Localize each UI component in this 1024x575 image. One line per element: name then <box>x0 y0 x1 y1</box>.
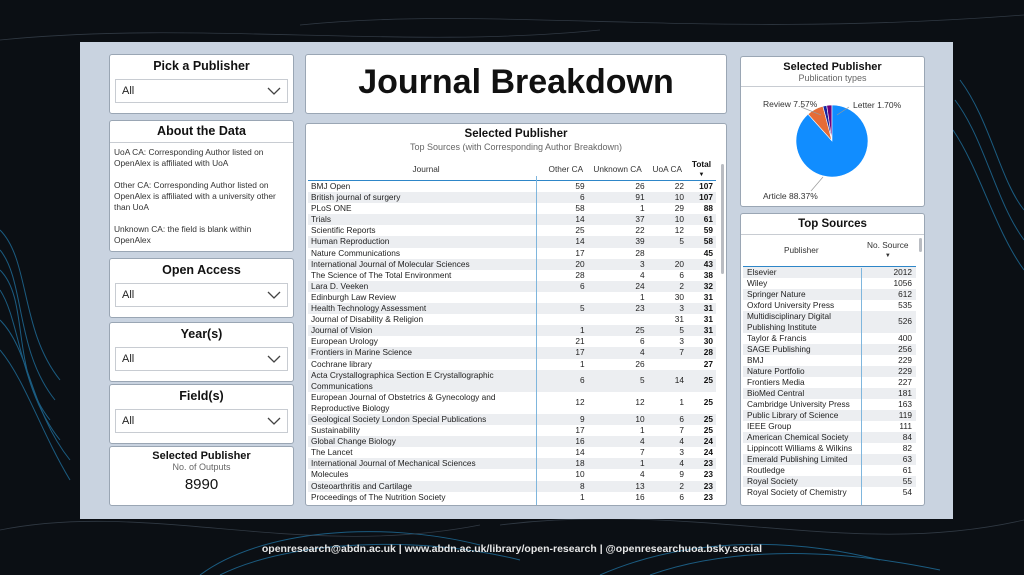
table-row[interactable] <box>743 377 916 388</box>
publisher-cell: BMJ <box>747 354 764 365</box>
table-row[interactable] <box>308 292 716 303</box>
table-row[interactable] <box>308 481 716 492</box>
journal-cell: Molecules <box>311 469 349 480</box>
unknown-ca-cell: 16 <box>635 491 645 502</box>
column-header-no-source-label: No. Source <box>867 239 909 250</box>
source-count-cell: 82 <box>902 442 912 453</box>
pub-types-subtitle: Publication types <box>741 73 924 87</box>
total-cell: 24 <box>703 447 713 458</box>
journal-cell: European Urology <box>311 336 378 347</box>
fields-title: Field(s) <box>179 389 224 403</box>
table-row[interactable] <box>308 336 716 347</box>
journal-cell: Scientific Reports <box>311 225 376 236</box>
table-row[interactable] <box>743 300 916 311</box>
table-row[interactable] <box>743 366 916 377</box>
table-row[interactable] <box>743 266 916 278</box>
table-row[interactable] <box>743 432 916 443</box>
publisher-cell: Springer Nature <box>743 289 860 300</box>
publisher-cell: Lippincott Williams & Wilkins <box>747 442 853 453</box>
source-count-cell: 55 <box>860 476 916 487</box>
table-row[interactable] <box>743 278 916 289</box>
total-cell: 61 <box>687 214 716 225</box>
unknown-ca-cell: 3 <box>588 259 648 270</box>
column-divider <box>536 176 537 505</box>
journal-table-viewport[interactable] <box>308 160 716 505</box>
uoa-ca-cell: 5 <box>648 325 687 336</box>
table-row[interactable] <box>743 388 916 399</box>
unknown-ca-cell <box>588 314 648 325</box>
table-row[interactable] <box>743 421 916 432</box>
unknown-ca-cell: 28 <box>635 247 645 258</box>
fields-slicer <box>109 384 294 444</box>
unknown-ca-cell: 91 <box>588 192 648 203</box>
publisher-cell: SAGE Publishing <box>743 344 860 355</box>
sort-desc-icon: ▼ <box>698 172 705 178</box>
journal-table-scrollbar[interactable] <box>721 164 724 274</box>
column-divider <box>861 268 862 505</box>
table-row[interactable] <box>308 303 716 314</box>
table-row[interactable] <box>743 454 916 465</box>
fields-dropdown[interactable] <box>115 409 288 433</box>
total-cell: 25 <box>687 370 716 392</box>
unknown-ca-cell: 39 <box>588 236 648 247</box>
total-cell: 30 <box>703 336 713 347</box>
table-row[interactable] <box>743 311 916 333</box>
other-ca-cell: 1 <box>579 491 585 502</box>
journal-cell: Lara D. Veeken <box>308 281 544 292</box>
uoa-ca-cell: 6 <box>679 269 684 280</box>
top-sources-table <box>743 236 916 498</box>
other-ca-cell: 21 <box>575 336 585 347</box>
journal-cell: Journal of Vision <box>308 325 544 336</box>
total-cell: 38 <box>703 269 713 280</box>
source-count-cell: 535 <box>898 299 912 310</box>
journal-cell: Global Change Biology <box>308 436 544 447</box>
journal-cell: Geological Society London Special Publications <box>308 414 544 425</box>
other-ca-cell: 17 <box>544 347 587 358</box>
table-row[interactable] <box>743 465 916 476</box>
table-row[interactable] <box>308 469 716 480</box>
publisher-cell: Oxford University Press <box>747 299 835 310</box>
years-title: Year(s) <box>180 327 223 341</box>
other-ca-cell: 1 <box>579 358 585 369</box>
fields-dropdown-value: All <box>122 415 135 427</box>
uoa-ca-cell: 12 <box>674 225 684 236</box>
uoa-ca-cell: 22 <box>674 181 684 191</box>
top-sources-viewport[interactable] <box>743 236 916 505</box>
journal-cell: European Journal of Obstetrics & Gynecology and Reproductive Biology <box>311 391 496 413</box>
total-cell: 24 <box>687 436 716 447</box>
article-leader-line <box>811 177 823 191</box>
unknown-ca-cell: 6 <box>640 336 645 347</box>
journal-table-title: Selected Publisher <box>464 128 568 140</box>
column-header-no-source[interactable] <box>860 236 916 266</box>
uoa-ca-cell: 14 <box>648 370 687 392</box>
unknown-ca-cell: 23 <box>588 303 648 314</box>
pie-label-article: Article 88.37% <box>763 191 818 201</box>
journal-cell: Edinburgh Law Review <box>311 291 396 302</box>
column-header-other-ca[interactable]: Other CA <box>548 164 584 175</box>
other-ca-cell: 18 <box>544 458 587 469</box>
table-row[interactable] <box>308 447 716 458</box>
open-access-dropdown-value: All <box>122 289 135 301</box>
publisher-cell: Royal Society <box>743 476 860 487</box>
footer-contact-text: openresearch@abdn.ac.uk | www.abdn.ac.uk/library/open-research | @openresearchuoa.bsky.social <box>261 543 763 555</box>
total-cell: 58 <box>687 236 716 247</box>
table-row[interactable] <box>308 259 716 270</box>
open-access-title: Open Access <box>162 263 241 277</box>
journal-cell: Sustainability <box>311 425 360 436</box>
sort-desc-icon: ▼ <box>884 252 891 259</box>
journal-cell: Frontiers in Marine Science <box>308 347 544 358</box>
chevron-down-icon <box>267 416 281 426</box>
page-title: Journal Breakdown <box>358 63 674 101</box>
about-uoa-ca-text: UoA CA: Corresponding Author listed on OpenAlex is affiliated with UoA <box>114 147 264 168</box>
uoa-ca-cell: 2 <box>648 281 687 292</box>
journal-cell: Nature Communications <box>311 247 400 258</box>
publisher-cell: Routledge <box>747 464 785 475</box>
unknown-ca-cell: 5 <box>588 370 648 392</box>
unknown-ca-cell: 4 <box>588 436 648 447</box>
total-cell: 23 <box>687 481 716 492</box>
journal-cell: Trials <box>308 214 544 225</box>
journal-table-card <box>305 123 727 506</box>
total-cell: 107 <box>687 192 716 203</box>
table-row[interactable] <box>743 355 916 366</box>
total-cell: 27 <box>703 358 713 369</box>
uoa-ca-cell: 29 <box>674 203 684 214</box>
table-row[interactable] <box>308 370 716 392</box>
publisher-cell: American Chemical Society <box>743 432 860 443</box>
journal-cell: International Journal of Mechanical Sciences <box>308 458 544 469</box>
table-row[interactable] <box>308 214 716 225</box>
top-sources-card <box>740 213 925 506</box>
outputs-card <box>109 446 294 506</box>
total-cell: 31 <box>687 303 716 314</box>
table-row[interactable] <box>308 203 716 214</box>
uoa-ca-cell: 4 <box>648 436 687 447</box>
uoa-ca-cell: 3 <box>679 447 684 458</box>
publisher-slicer-title: Pick a Publisher <box>153 59 250 73</box>
total-cell: 31 <box>703 314 713 325</box>
total-cell: 31 <box>703 291 713 302</box>
table-row[interactable] <box>743 344 916 355</box>
publisher-dropdown-value: All <box>122 85 135 97</box>
uoa-ca-cell: 5 <box>648 236 687 247</box>
other-ca-cell: 5 <box>544 303 587 314</box>
table-row[interactable] <box>743 289 916 300</box>
publisher-cell: Cambridge University Press <box>747 398 850 409</box>
uoa-ca-cell: 2 <box>648 481 687 492</box>
uoa-ca-cell: 4 <box>648 458 687 469</box>
years-dropdown-value: All <box>122 353 135 365</box>
other-ca-cell: 6 <box>544 281 587 292</box>
other-ca-cell: 14 <box>575 447 585 458</box>
uoa-ca-cell: 30 <box>674 291 684 302</box>
uoa-ca-cell: 3 <box>648 303 687 314</box>
other-ca-cell: 17 <box>575 425 585 436</box>
source-count-cell: 163 <box>898 398 912 409</box>
total-cell: 23 <box>703 469 713 480</box>
other-ca-cell: 20 <box>544 259 587 270</box>
top-sources-title: Top Sources <box>741 218 924 235</box>
unknown-ca-cell: 26 <box>635 358 645 369</box>
other-ca-cell: 12 <box>575 397 585 408</box>
table-row[interactable] <box>308 492 716 503</box>
top-sources-scrollbar[interactable] <box>919 238 922 252</box>
source-count-cell: 227 <box>898 376 912 387</box>
other-ca-cell: 16 <box>544 436 587 447</box>
uoa-ca-cell: 10 <box>648 192 687 203</box>
journal-cell: Acta Crystallographica Section E Crystallographic Communications <box>308 370 544 392</box>
unknown-ca-cell: 22 <box>635 225 645 236</box>
about-unknown-ca-text: Unknown CA: the field is blank within OpenAlex <box>114 224 252 245</box>
about-data-title: About the Data <box>110 124 293 143</box>
uoa-ca-cell <box>648 359 687 370</box>
table-row[interactable] <box>743 487 916 498</box>
outputs-subtitle: No. of Outputs <box>172 462 231 472</box>
publisher-cell: Wiley <box>747 277 768 288</box>
column-header-uoa-ca[interactable]: UoA CA <box>652 164 683 175</box>
table-row[interactable] <box>308 281 716 292</box>
unknown-ca-cell: 4 <box>640 469 645 480</box>
outputs-title: Selected Publisher <box>152 450 251 462</box>
about-other-ca-text: Other CA: Corresponding Author listed on OpenAlex is affiliated with a university other than UoA <box>114 180 276 212</box>
unknown-ca-cell: 10 <box>588 414 648 425</box>
uoa-ca-cell: 9 <box>679 469 684 480</box>
table-row[interactable] <box>308 270 716 281</box>
publication-types-pie-chart <box>741 93 924 205</box>
other-ca-cell: 9 <box>544 414 587 425</box>
total-cell: 31 <box>687 325 716 336</box>
journal-cell: BMJ Open <box>311 181 351 191</box>
years-slicer <box>109 322 294 382</box>
other-ca-cell: 1 <box>544 325 587 336</box>
outputs-value: 8990 <box>184 476 219 493</box>
pie-label-letter: Letter 1.70% <box>853 100 902 110</box>
uoa-ca-cell: 20 <box>648 259 687 270</box>
other-ca-cell: 14 <box>544 236 587 247</box>
source-count-cell: 84 <box>860 432 916 443</box>
table-row[interactable] <box>308 458 716 469</box>
publisher-cell: Nature Portfolio <box>743 366 860 377</box>
journal-cell: PLoS ONE <box>311 203 352 214</box>
table-row[interactable] <box>308 436 716 447</box>
journal-cell: Health Technology Assessment <box>308 303 544 314</box>
table-row[interactable] <box>743 333 916 344</box>
total-cell: 28 <box>687 347 716 358</box>
source-count-cell: 61 <box>902 464 912 475</box>
column-header-journal[interactable]: Journal <box>412 164 440 175</box>
publisher-cell: BioMed Central <box>743 388 860 399</box>
table-row[interactable] <box>743 399 916 410</box>
journal-cell: Osteoarthritis and Cartilage <box>308 481 544 492</box>
source-count-cell: 54 <box>902 486 912 497</box>
table-row[interactable] <box>308 181 716 193</box>
uoa-ca-cell <box>648 248 687 259</box>
other-ca-cell: 28 <box>575 269 585 280</box>
publication-types-card <box>740 56 925 207</box>
source-count-cell: 256 <box>860 344 916 355</box>
uoa-ca-cell: 1 <box>679 397 684 408</box>
source-count-cell: 526 <box>860 311 916 333</box>
other-ca-cell: 10 <box>575 469 585 480</box>
other-ca-cell: 6 <box>544 370 587 392</box>
dashboard-panel <box>80 42 953 519</box>
total-cell: 59 <box>703 225 713 236</box>
journal-cell: Journal of Disability & Religion <box>311 314 424 325</box>
total-cell: 23 <box>703 491 713 502</box>
table-row[interactable] <box>308 414 716 425</box>
table-row[interactable] <box>308 314 716 325</box>
table-row[interactable] <box>743 410 916 421</box>
publisher-cell: Royal Society of Chemistry <box>747 486 847 497</box>
other-ca-cell <box>544 292 587 303</box>
table-row[interactable] <box>308 236 716 247</box>
unknown-ca-cell: 1 <box>640 291 645 302</box>
other-ca-cell: 59 <box>575 181 585 191</box>
source-count-cell: 181 <box>860 388 916 399</box>
total-cell: 25 <box>703 397 713 408</box>
uoa-ca-cell: 6 <box>648 414 687 425</box>
other-ca-cell: 14 <box>544 214 587 225</box>
other-ca-cell <box>544 314 587 325</box>
total-cell: 25 <box>703 425 713 436</box>
open-access-slicer <box>109 258 294 318</box>
source-count-cell: 63 <box>860 454 916 465</box>
unknown-ca-cell: 24 <box>588 281 648 292</box>
source-count-cell: 400 <box>898 332 912 343</box>
page-title-card <box>305 54 727 114</box>
publisher-cell: Multidisciplinary Digital Publishing Institute <box>743 311 860 333</box>
about-data-card <box>109 120 294 252</box>
unknown-ca-cell: 26 <box>635 181 645 191</box>
publisher-dropdown[interactable] <box>115 79 288 103</box>
journal-table-subtitle: Top Sources (with Corresponding Author Breakdown) <box>409 142 623 152</box>
journal-cell: The Science of The Total Environment <box>311 269 452 280</box>
unknown-ca-cell: 25 <box>588 325 648 336</box>
uoa-ca-cell: 6 <box>679 491 684 502</box>
column-header-total-label: Total <box>691 160 712 169</box>
other-ca-cell: 58 <box>575 203 585 214</box>
other-ca-cell: 25 <box>575 225 585 236</box>
unknown-ca-cell: 4 <box>640 269 645 280</box>
table-row[interactable] <box>743 443 916 454</box>
total-cell: 23 <box>687 458 716 469</box>
uoa-ca-cell: 3 <box>679 336 684 347</box>
source-count-cell: 229 <box>860 366 916 377</box>
other-ca-cell: 17 <box>575 247 585 258</box>
source-count-cell: 1056 <box>893 277 912 288</box>
publisher-cell: Taylor & Francis <box>747 332 807 343</box>
uoa-ca-cell: 7 <box>679 425 684 436</box>
source-count-cell: 2012 <box>860 266 916 278</box>
uoa-ca-cell: 10 <box>648 214 687 225</box>
journal-cell: British journal of surgery <box>308 192 544 203</box>
source-count-cell: 111 <box>899 420 912 431</box>
table-row[interactable] <box>308 359 716 370</box>
publisher-cell: Elsevier <box>743 266 860 278</box>
open-access-dropdown[interactable] <box>115 283 288 307</box>
unknown-ca-cell: 13 <box>588 481 648 492</box>
publisher-cell: Public Library of Science <box>743 410 860 421</box>
table-row[interactable] <box>308 425 716 436</box>
unknown-ca-cell: 1 <box>640 203 645 214</box>
unknown-ca-cell: 37 <box>588 214 648 225</box>
table-row[interactable] <box>308 347 716 358</box>
pub-types-title: Selected Publisher <box>783 61 882 73</box>
pie-slice-article[interactable] <box>796 105 868 177</box>
journal-cell: Human Reproduction <box>308 236 544 247</box>
table-row[interactable] <box>308 392 716 414</box>
total-cell: 45 <box>703 247 713 258</box>
publisher-cell: Emerald Publishing Limited <box>743 454 860 465</box>
column-header-total[interactable] <box>687 160 716 181</box>
unknown-ca-cell: 12 <box>635 397 645 408</box>
chevron-down-icon <box>267 354 281 364</box>
journal-cell: Cochrane library <box>311 358 372 369</box>
unknown-ca-cell: 1 <box>588 458 648 469</box>
journal-cell: The Lancet <box>311 447 353 458</box>
chevron-down-icon <box>267 86 281 96</box>
other-ca-cell: 6 <box>544 192 587 203</box>
years-dropdown[interactable] <box>115 347 288 371</box>
source-count-cell: 612 <box>860 289 916 300</box>
column-header-publisher[interactable]: Publisher <box>784 245 819 256</box>
table-row[interactable] <box>308 225 716 236</box>
uoa-ca-cell: 7 <box>648 347 687 358</box>
total-cell: 32 <box>687 281 716 292</box>
journal-cell: Proceedings of The Nutrition Society <box>311 491 446 502</box>
journal-table <box>308 160 716 503</box>
unknown-ca-cell: 1 <box>640 425 645 436</box>
unknown-ca-cell: 4 <box>588 347 648 358</box>
other-ca-cell: 8 <box>544 481 587 492</box>
table-row[interactable] <box>308 192 716 203</box>
total-cell: 43 <box>687 259 716 270</box>
journal-cell: International Journal of Molecular Sciences <box>308 259 544 270</box>
publisher-slicer <box>109 54 294 114</box>
total-cell: 88 <box>703 203 713 214</box>
source-count-cell: 229 <box>898 354 912 365</box>
uoa-ca-cell: 31 <box>674 314 684 325</box>
chevron-down-icon <box>267 290 281 300</box>
pie-label-review: Review 7.57% <box>763 99 818 109</box>
column-header-unknown-ca[interactable]: Unknown CA <box>593 164 642 175</box>
table-row[interactable] <box>308 325 716 336</box>
total-cell: 25 <box>687 414 716 425</box>
source-count-cell: 119 <box>860 410 916 421</box>
total-cell: 107 <box>699 181 713 191</box>
publisher-cell: IEEE Group <box>747 420 792 431</box>
table-row[interactable] <box>743 476 916 487</box>
unknown-ca-cell: 7 <box>640 447 645 458</box>
table-row[interactable] <box>308 248 716 259</box>
publisher-cell: Frontiers Media <box>747 376 805 387</box>
